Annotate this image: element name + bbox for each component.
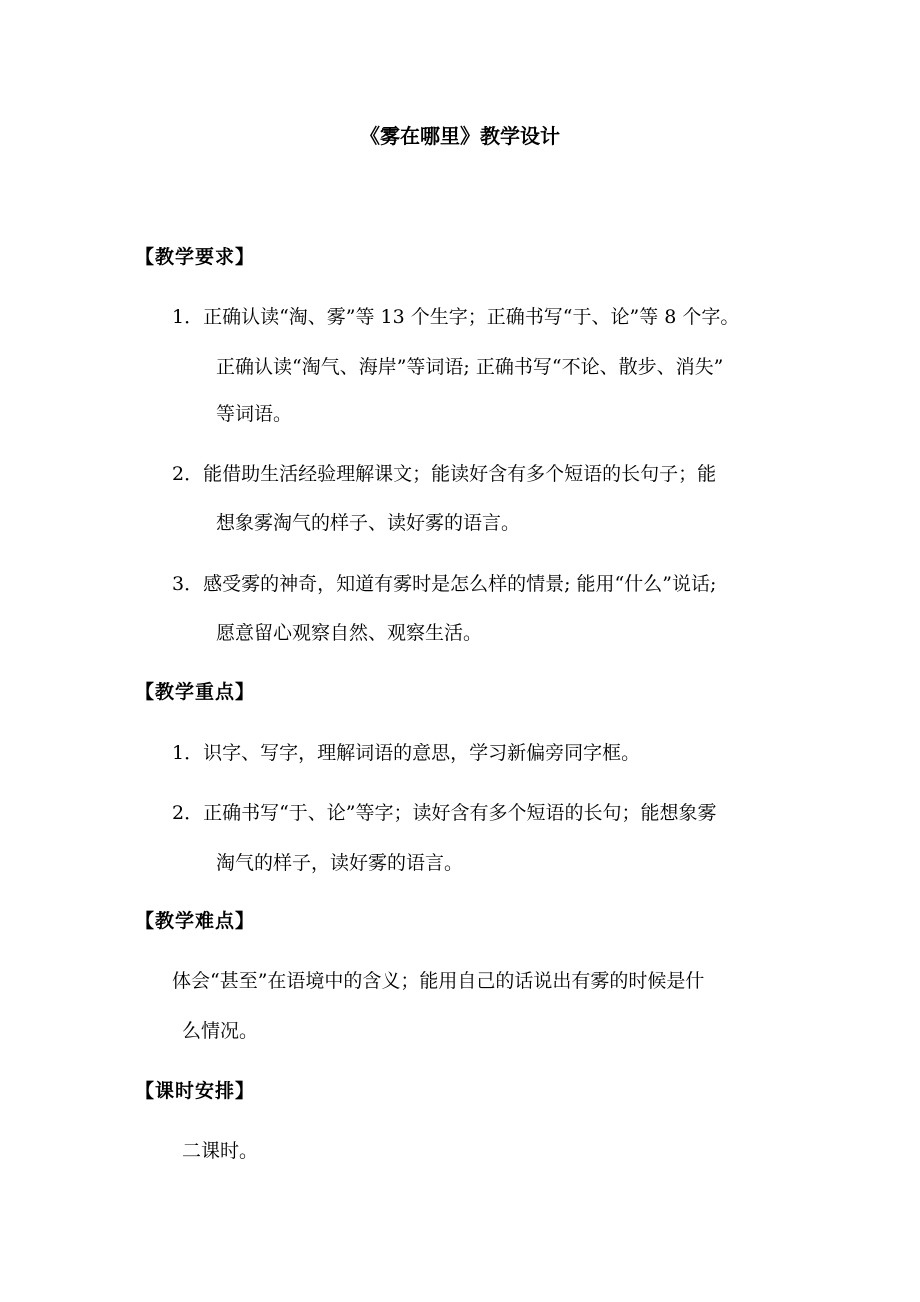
- difficulties-line-2: 么情况。: [182, 1020, 259, 1042]
- item-number: 1．: [172, 306, 204, 328]
- section-heading-schedule: 【课时安排】: [135, 1080, 256, 1102]
- item-number: 3．: [172, 573, 204, 595]
- item-text: 能借助生活经验理解课文；能读好含有多个短语的长句子；能: [203, 463, 717, 485]
- item-number: 2．: [172, 802, 204, 824]
- requirement-item-3-line-2: 愿意留心观察自然、观察生活。: [216, 622, 483, 644]
- schedule-text: 二课时。: [182, 1140, 259, 1162]
- requirement-item-2-line-1: [172, 460, 716, 488]
- item-text: 识字、写字，理解词语的意思，学习新偏旁同字框。: [203, 742, 641, 764]
- requirement-item-1-line-3: 等词语。: [216, 403, 293, 425]
- item-text: 感受雾的神奇，知道有雾时是怎么样的情景; 能用“什么”说话;: [203, 573, 717, 595]
- requirement-item-1-line-2: 正确认读“淘气、海岸”等词语; 正确书写“不论、散步、消失”: [216, 356, 724, 378]
- section-heading-requirements: 【教学要求】: [135, 246, 256, 268]
- key-point-item-2-line-2: 淘气的样子，读好雾的语言。: [216, 852, 464, 874]
- item-number: 2．: [172, 463, 204, 485]
- key-point-item-2-line-1: [172, 799, 717, 827]
- item-text: 正确认读“淘、雾”等 13 个生字；正确书写“于、论”等 8 个字。: [203, 306, 740, 328]
- section-heading-difficulties: 【教学难点】: [135, 910, 256, 932]
- requirement-item-3-line-1: [172, 570, 716, 598]
- difficulties-line-1: 体会“甚至”在语境中的含义；能用自己的话说出有雾的时候是什: [172, 970, 705, 992]
- requirement-item-1-line-1: [172, 303, 739, 331]
- section-heading-key-points: 【教学重点】: [135, 681, 256, 703]
- key-point-item-1-line-1: [172, 739, 640, 767]
- requirement-item-2-line-2: 想象雾淘气的样子、读好雾的语言。: [216, 512, 521, 534]
- document-title: 《雾在哪里》教学设计: [360, 124, 560, 148]
- item-number: 1．: [172, 742, 204, 764]
- item-text: 正确书写“于、论”等字；读好含有多个短语的长句；能想象雾: [203, 802, 717, 824]
